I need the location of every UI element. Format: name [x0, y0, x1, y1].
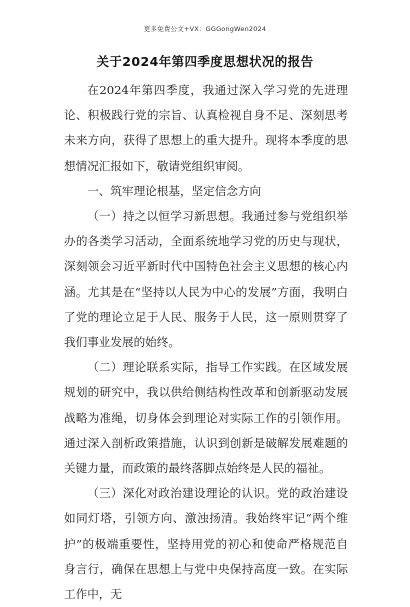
document-body — [64, 78, 348, 607]
intro-paragraph: 在2024年第四季度，我通过深入学习党的先进理论、积极践行党的宗旨、认真检视自身不足、深刻思考未来方向，获得了思想上的重大提升。现将本季度的思想情况汇报如下，敬请党组织审阅。 — [64, 83, 348, 173]
subsection-paragraph-2: （二）理论联系实际，指导工作实践。在区域发展规划的研究中，我以供给侧结构性改革和创新驱动发展战略为准绳，切身体会到理论对实际工作的引领作用。通过深入剖析政策措施，认识到创新是破解发展难题的关键力量，而政策的最终落脚点始终是人民的福祉。 — [64, 360, 348, 476]
section-heading: 一、筑牢理论根基，坚定信念方向 — [87, 183, 262, 198]
subsection-paragraph-1: （一）持之以恒学习新思想。我通过参与党组织举办的各类学习活动，全面系统地学习党的历史与现状，深刻领会习近平新时代中国特色社会主义思想的核心内涵。尤其是在“坚持以人民为中心的发展”方面，我明白了党的理论立足于人民、服务于人民，这一原则贯穿了我们事业发展的始终。 — [64, 209, 348, 350]
subsection-paragraph-3: （三）深化对政治建设理论的认识。党的政治建设如同灯塔，引领方向、激浊扬清。我始终牢记“两个维护”的极端重要性，坚持用党的初心和使命严格规范自身言行，确保在思想上与党中央保持高度一致。在实际工作中，无 — [64, 486, 348, 602]
document-title: 关于2024年第四季度思想状况的报告 — [96, 54, 314, 69]
promo-watermark: 更多免费公文+VX：GGGongWen2024 — [143, 25, 267, 33]
